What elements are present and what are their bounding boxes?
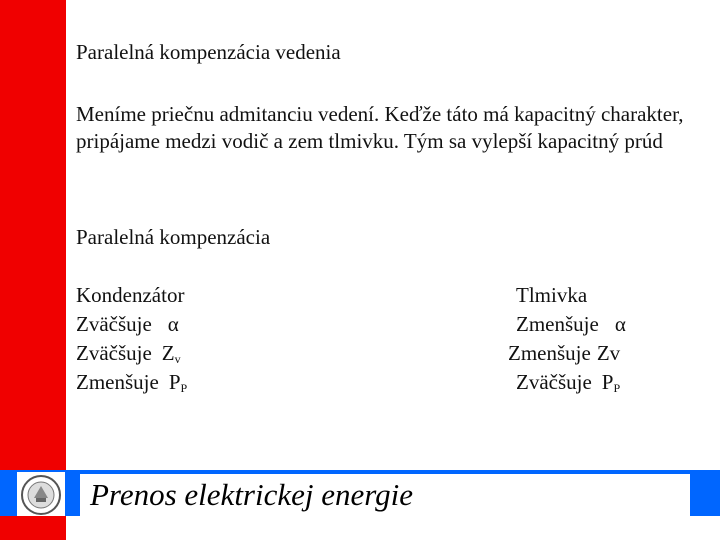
bottom-strip	[0, 516, 720, 540]
symbol-main: P	[601, 370, 614, 394]
slide-heading: Paralelná kompenzácia vedenia	[76, 40, 341, 64]
capacitor-row-label: Zväčšuje	[76, 312, 152, 336]
symbol-main: P	[168, 370, 181, 394]
slide-subheading: Paralelná kompenzácia	[76, 225, 271, 249]
inductor-row-label: Zmenšuje	[516, 312, 599, 336]
capacitor-row	[76, 368, 187, 397]
capacitor-column	[76, 281, 187, 397]
symbol-subscript: P	[180, 381, 188, 395]
symbol-subscript: v	[174, 352, 181, 366]
inductor-row-label: Zväčšuje	[516, 370, 592, 394]
inductor-row	[508, 310, 626, 339]
university-seal-icon	[17, 472, 65, 518]
footer-title: Prenos elektrickej energie	[80, 474, 690, 516]
slide-paragraph: Meníme priečnu admitanciu vedení. Keďže táto má kapacitný charakter, pripájame medzi vodič a zem tlmivku. Tým sa vylepší kapacitný prúd	[76, 102, 684, 153]
inductor-row-symbol	[602, 368, 620, 403]
capacitor-row	[76, 339, 187, 368]
symbol-subscript: P	[613, 381, 621, 395]
capacitor-row	[76, 310, 187, 339]
capacitor-row-symbol: α	[167, 312, 179, 336]
inductor-row-label: Zmenšuje	[508, 341, 591, 365]
inductor-row	[508, 339, 626, 368]
inductor-column	[508, 281, 626, 397]
inductor-row-symbol: α	[614, 312, 626, 336]
bottom-red-bar	[0, 516, 66, 540]
inductor-row-symbol: Zv	[596, 341, 621, 365]
slide-content	[76, 0, 706, 470]
inductor-title: Tlmivka	[516, 283, 588, 307]
capacitor-row-label: Zväčšuje	[76, 341, 152, 365]
capacitor-row-label: Zmenšuje	[76, 370, 159, 394]
symbol-main: Z	[161, 341, 175, 365]
capacitor-title: Kondenzátor	[76, 283, 185, 307]
capacitor-row-symbol	[169, 368, 187, 403]
inductor-row	[508, 368, 626, 397]
left-red-bar	[0, 0, 66, 540]
